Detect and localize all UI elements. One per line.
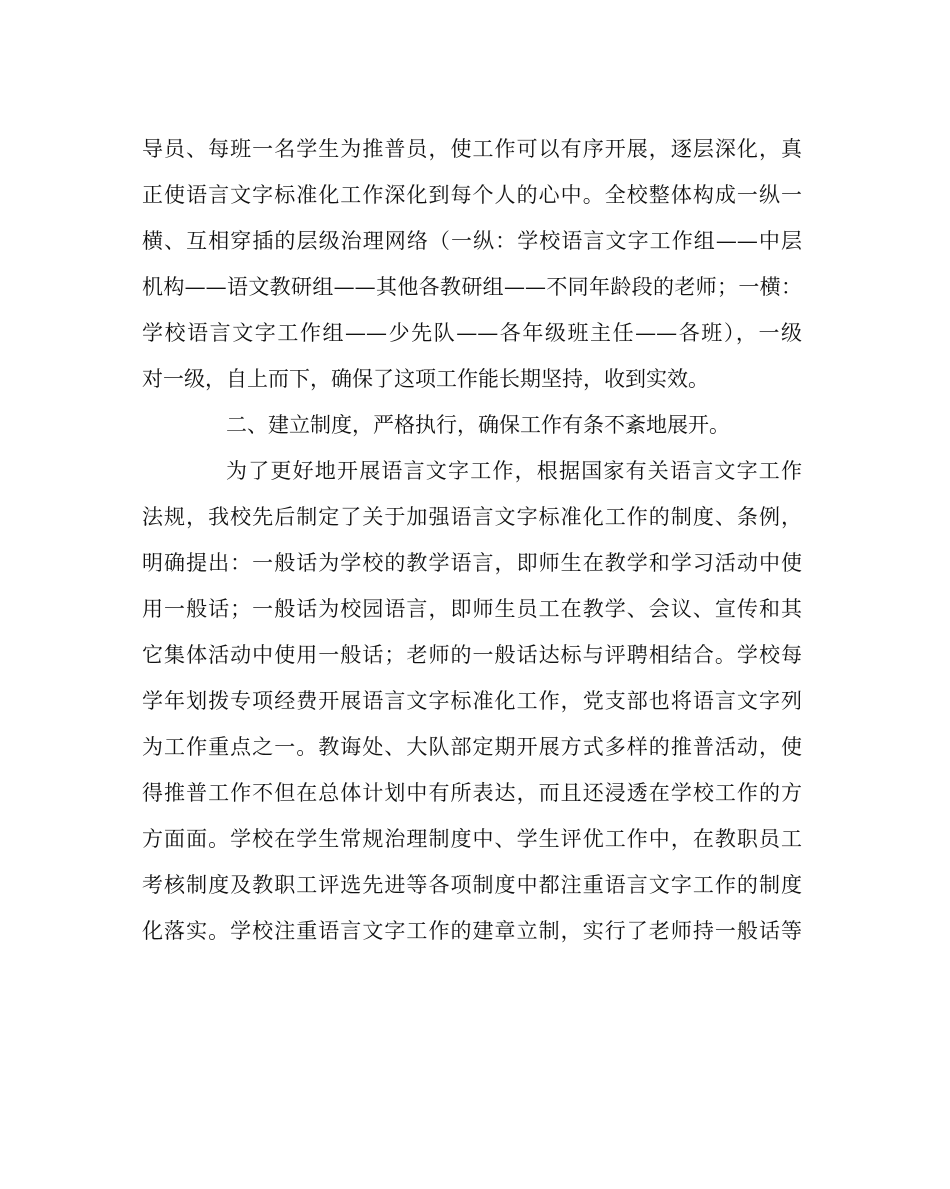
- section-heading-2: 二、建立制度，严格执行，确保工作有条不紊地展开。: [226, 413, 730, 437]
- paragraph-1-line-5: 学校语言文字工作组——少先队——各年级班主任——各班），一级: [142, 321, 802, 345]
- document-body: [142, 126, 802, 954]
- paragraph-3-line-3: 明确提出：一般话为学校的教学语言，即师生在教学和学习活动中使: [142, 551, 802, 575]
- paragraph-3-line-10: 考核制度及教职工评选先进等各项制度中都注重语言文字工作的制度: [142, 873, 802, 897]
- paragraph-1-line-3: 横、互相穿插的层级治理网络（一纵：学校语言文字工作组——中层: [142, 229, 802, 253]
- paragraph-1-line-1: 导员、每班一名学生为推普员，使工作可以有序开展，逐层深化，真: [142, 137, 802, 161]
- paragraph-3-line-1: 为了更好地开展语言文字工作，根据国家有关语言文字工作: [226, 459, 802, 483]
- paragraph-3-line-6: 学年划拨专项经费开展语言文字标准化工作，党支部也将语言文字列: [142, 689, 802, 713]
- paragraph-3-line-9: 方面面。学校在学生常规治理制度中、学生评优工作中，在教职员工: [142, 827, 802, 851]
- paragraph-1-line-6: 对一级，自上而下，确保了这项工作能长期坚持，收到实效。: [142, 367, 709, 391]
- paragraph-1-line-2: 正使语言文字标准化工作深化到每个人的心中。全校整体构成一纵一: [142, 183, 802, 207]
- paragraph-3-line-5: 它集体活动中使用一般话；老师的一般话达标与评聘相结合。学校每: [142, 643, 802, 667]
- paragraph-3-line-4: 用一般话；一般话为校园语言，即师生员工在教学、会议、宣传和其: [142, 597, 802, 621]
- paragraph-3-line-11: 化落实。学校注重语言文字工作的建章立制，实行了老师持一般话等: [142, 919, 802, 943]
- paragraph-3-line-8: 得推普工作不但在总体计划中有所表达，而且还浸透在学校工作的方: [142, 781, 802, 805]
- paragraph-3-line-2: 法规，我校先后制定了关于加强语言文字标准化工作的制度、条例，: [142, 505, 802, 529]
- paragraph-1-line-4: 机构——语文教研组——其他各教研组——不同年龄段的老师；一横：: [142, 275, 802, 299]
- paragraph-3-line-7: 为工作重点之一。教诲处、大队部定期开展方式多样的推普活动，使: [142, 735, 802, 759]
